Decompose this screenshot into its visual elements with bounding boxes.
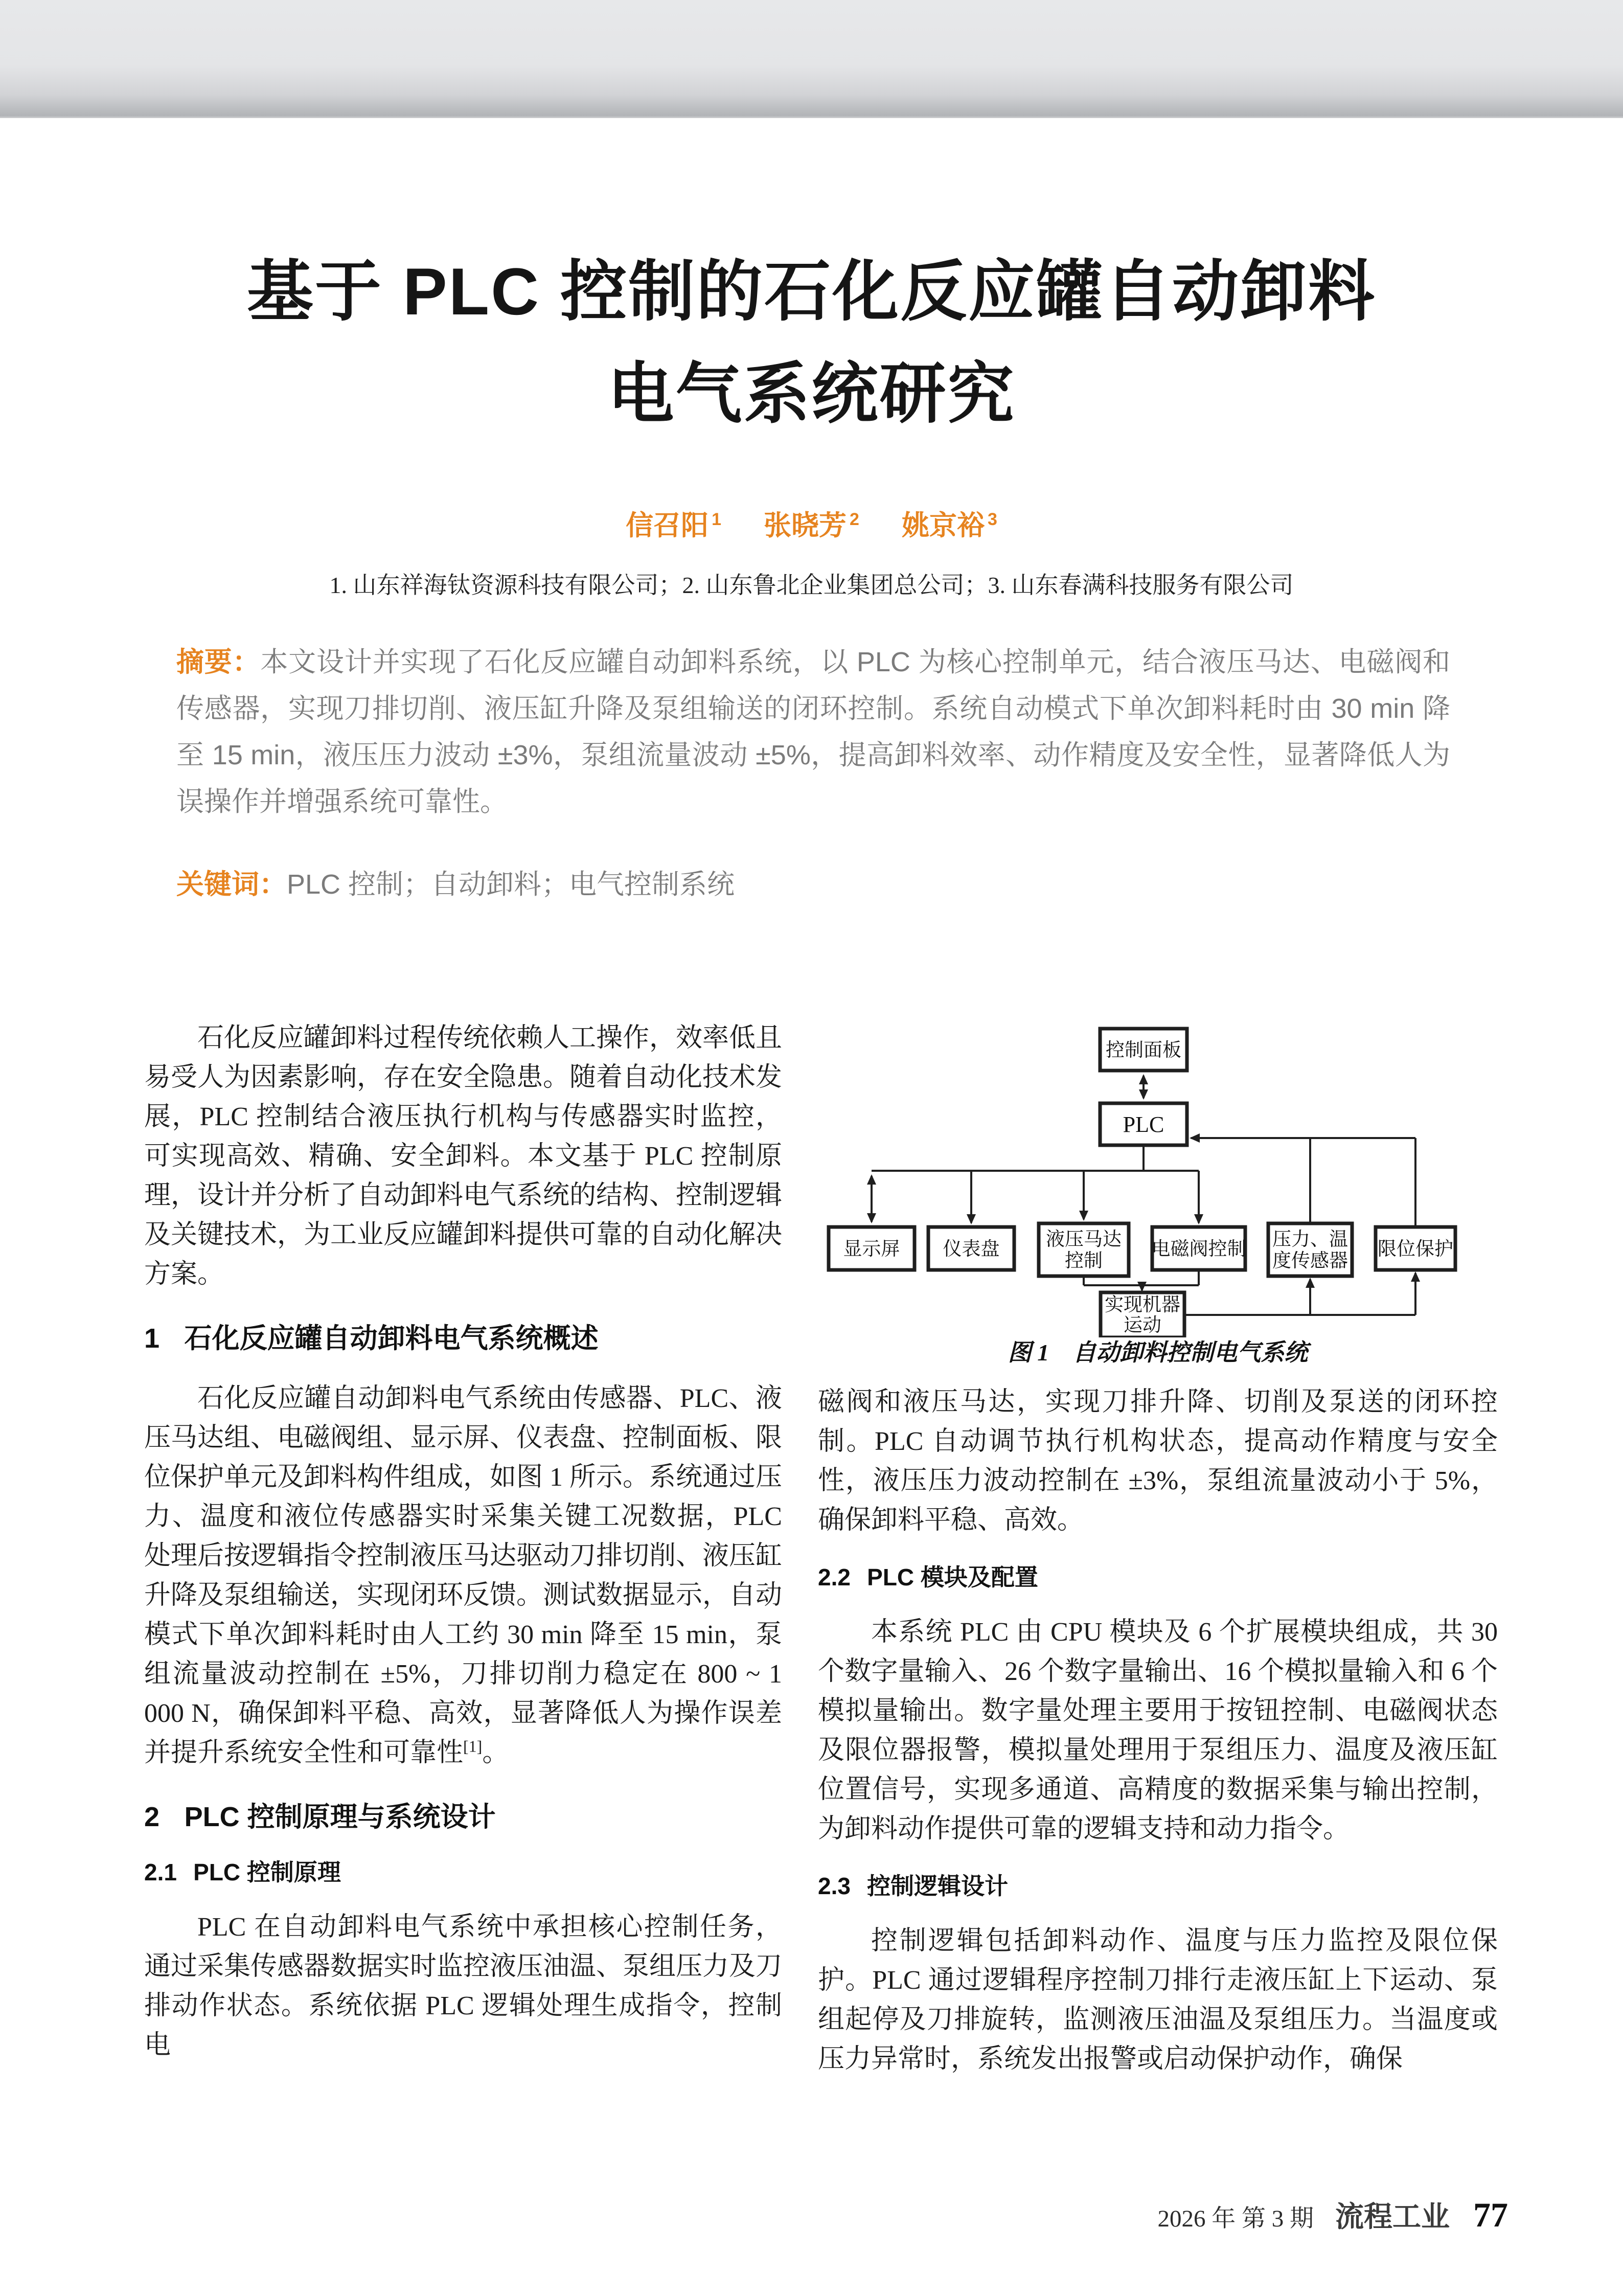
figure-1 xyxy=(818,997,1498,1367)
affiliations: 1. 山东祥海钛资源科技有限公司；2. 山东鲁北企业集团总公司；3. 山东春满科技服务有限公司 xyxy=(329,572,1294,598)
node-motion-label-line1: 实现机器 xyxy=(1105,1294,1180,1315)
node-plc-label: PLC xyxy=(1123,1112,1164,1137)
section-2-1-title: PLC 控制原理 xyxy=(193,1859,341,1885)
author-2 xyxy=(764,504,859,543)
section-2-heading xyxy=(144,1800,782,1834)
section-2-3-heading xyxy=(818,1871,1498,1901)
section-2-1-number: 2.1 xyxy=(144,1859,177,1885)
section-2-title: PLC 控制原理与系统设计 xyxy=(184,1802,496,1832)
header-band xyxy=(0,0,1623,118)
author-3-name: 姚京裕 xyxy=(901,510,985,541)
author-1-name: 信召阳 xyxy=(626,510,709,541)
node-motion-label-line2: 运动 xyxy=(1124,1315,1161,1336)
node-valve-label: 电磁阀控制 xyxy=(1151,1239,1246,1260)
abstract-block xyxy=(176,639,1450,825)
node-sensor-label-line1: 压力、温 xyxy=(1272,1229,1348,1250)
abstract-text: 本文设计并实现了石化反应罐自动卸料系统，以 PLC 为核心控制单元，结合液压马达、电磁阀和传感器，实现刀排切削、液压缸升降及泵组输送的闭环控制。系统自动模式下单次卸料耗时由 30 min 降至 15 min，液压压力波动 ±3%，泵组流量波动 ±5%，提高卸料效率、动作精度及安全性，显著降低人为误操作并增强系统可靠性。 xyxy=(176,647,1450,817)
node-control-panel-label: 控制面板 xyxy=(1106,1040,1181,1061)
section-1-heading xyxy=(144,1322,782,1355)
node-sensor-label-line2: 度传感器 xyxy=(1272,1251,1348,1271)
section-2-3-paragraph: 控制逻辑包括卸料动作、温度与压力监控及限位保护。PLC 通过逻辑程序控制刀排行走液压缸上下运动、泵组起停及刀排旋转，监测液压油温及泵组压力。当温度或压力异常时，系统发出报警或启动保护动作，确保 xyxy=(818,1926,1498,2074)
paper-title-line2: 电气系统研究 xyxy=(607,356,1016,431)
author-3 xyxy=(902,504,997,543)
keywords-block xyxy=(176,864,1450,905)
section-2-1-heading xyxy=(144,1857,782,1887)
section-2-number: 2 xyxy=(144,1802,160,1832)
author-list xyxy=(0,504,1623,543)
figure-1-diagram xyxy=(818,997,1498,1337)
column-right xyxy=(818,997,1498,2079)
footer-journal-name: 流程工业 xyxy=(1335,2201,1450,2233)
author-1-sup: 1 xyxy=(712,510,722,529)
section-2-2-paragraph: 本系统 PLC 由 CPU 模块及 6 个扩展模块组成，共 30 个数字量输入、26 个数字量输出、16 个模拟量输入和 6 个模拟量输出。数字量处理主要用于按钮控制、电磁阀状态及限位器报警，模拟量处理用于泵组压力、温度及液压缸位置信号，实现多通道、高精度的数据采集与输出控制，为卸料动作提供可靠的逻辑支持和动力指令。 xyxy=(818,1618,1498,1844)
section-2-2-number: 2.2 xyxy=(818,1564,851,1590)
section-2-1-paragraph-left: PLC 在自动卸料电气系统中承担核心控制任务，通过采集传感器数据实时监控液压油温、泵组压力及刀排动作状态。系统依据 PLC 逻辑处理生成指令，控制电 xyxy=(144,1913,783,2060)
page-footer xyxy=(0,2194,1508,2235)
section-1-title: 石化反应罐自动卸料电气系统概述 xyxy=(184,1323,599,1354)
section-2-3-number: 2.3 xyxy=(818,1873,851,1899)
keywords-text: PLC 控制；自动卸料；电气控制系统 xyxy=(287,869,735,900)
section-1-number: 1 xyxy=(144,1323,160,1354)
abstract-label: 摘要： xyxy=(176,647,261,677)
keywords-label: 关键词： xyxy=(176,869,287,900)
footer-issue: 2026 年 第 3 期 xyxy=(1157,2206,1314,2232)
column-left xyxy=(144,1018,782,2065)
node-gauge-label: 仪表盘 xyxy=(943,1239,1000,1260)
author-1 xyxy=(626,504,721,543)
section-2-2-title: PLC 模块及配置 xyxy=(867,1564,1038,1590)
node-motor-label-line2: 控制 xyxy=(1065,1251,1103,1271)
footer-page-number: 77 xyxy=(1473,2195,1508,2234)
intro-paragraph: 石化反应罐卸料过程传统依赖人工操作，效率低且易受人为因素影响，存在安全隐患。随着自动化技术发展，PLC 控制结合液压执行机构与传感器实时监控，可实现高效、精确、安全卸料。本文基于 PLC 控制原理，设计并分析了自动卸料电气系统的结构、控制逻辑及关键技术，为工业反应罐卸料提供可靠的自动化解决方案。 xyxy=(144,1024,783,1289)
section-1-text: 石化反应罐自动卸料电气系统由传感器、PLC、液压马达组、电磁阀组、显示屏、仪表盘、控制面板、限位保护单元及卸料构件组成，如图 1 所示。系统通过压力、温度和液位传感器实时采集关键工况数据，PLC 处理后按逻辑指令控制液压马达驱动刀排切削、液压缸升降及泵组输送，实现闭环反馈。测试数据显示，自动模式下单次卸料耗时由人工约 30 min 降至 15 min，泵组流量波动控制在 ±5%，刀排切削力稳定在 800 ~ 1 000 N，确保卸料平稳、高效，显著降低人为操作误差并提升系统安全性和可靠性 xyxy=(144,1384,783,1767)
author-3-sup: 3 xyxy=(987,510,997,529)
paper-title-line1: 基于 PLC 控制的石化反应罐自动卸料 xyxy=(246,254,1377,329)
section-2-3-title: 控制逻辑设计 xyxy=(867,1873,1009,1899)
section-1-paragraph xyxy=(144,1379,782,1772)
section-2-1-paragraph-right: 磁阀和液压马达，实现刀排升降、切削及泵送的闭环控制。PLC 自动调节执行机构状态，提高动作精度与安全性，液压压力波动控制在 ±3%，泵组流量波动小于 5%，确保卸料平稳、高效。 xyxy=(818,1388,1498,1535)
author-2-name: 张晓芳 xyxy=(764,510,847,541)
node-display-label: 显示屏 xyxy=(843,1239,900,1260)
node-motor-label-line1: 液压马达 xyxy=(1046,1229,1122,1250)
section-2-2-heading xyxy=(818,1562,1498,1592)
author-2-sup: 2 xyxy=(850,510,859,529)
paper-title xyxy=(0,240,1623,445)
section-1-tail: 。 xyxy=(482,1738,509,1767)
node-limit-label: 限位保护 xyxy=(1378,1239,1453,1260)
reference-marker: [1] xyxy=(463,1737,483,1756)
figure-1-caption: 图 1 自动卸料控制电气系统 xyxy=(1008,1339,1308,1366)
